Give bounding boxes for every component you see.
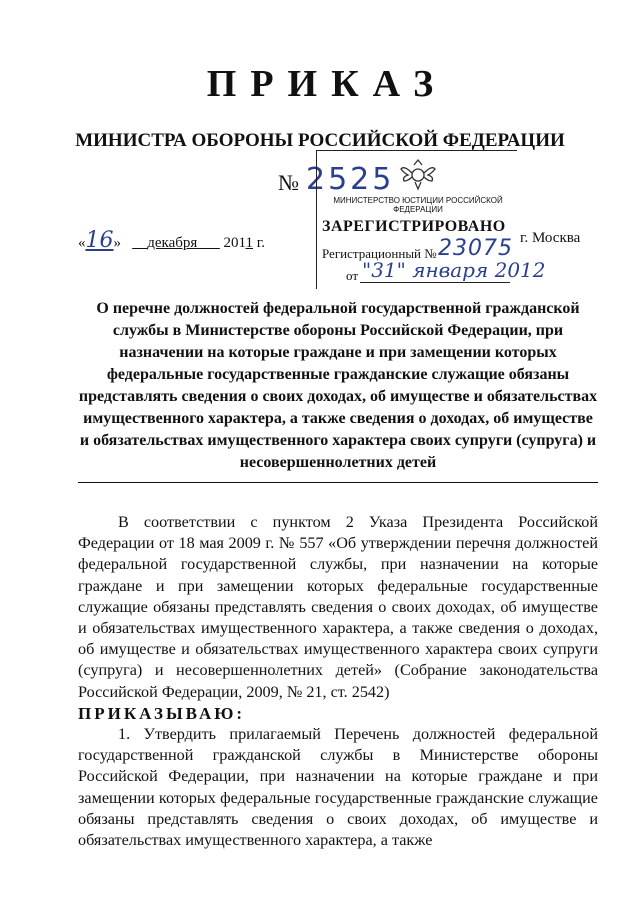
order-body [78, 512, 598, 851]
date-open-quote: « [78, 235, 86, 251]
order-number-label: № [278, 170, 299, 195]
stamp-from-underline [360, 282, 510, 283]
heading-divider [78, 482, 598, 483]
decree-word: ПРИКАЗЫВАЮ: [78, 703, 246, 723]
ministry-name: МИНИСТРА ОБОРОНЫ РОССИЙСКОЙ ФЕДЕРАЦИИ [75, 130, 565, 151]
order-number-value: 2525 [306, 162, 395, 197]
stamp-registered: ЗАРЕГИСТРИРОВАНО [322, 218, 506, 235]
date-year-prefix: 201 [223, 235, 246, 251]
date-year-suffix: 1 [245, 235, 253, 251]
date-day: 16 [85, 228, 114, 253]
order-date [78, 228, 265, 253]
stamp-organization: МИНИСТЕРСТВО ЮСТИЦИИ РОССИЙСКОЙ ФЕДЕРАЦИИ [333, 196, 503, 214]
date-month-text: декабря [147, 235, 198, 251]
date-month [132, 235, 220, 251]
stamp-regnum-value: 23075 [438, 236, 513, 261]
order-heading: О перечне должностей федеральной государственной гражданской службы в Министерстве обороны Российской Федерации, при назначении на которые граждане и при замещении которых федеральные государственные гражданские служащие обязаны представлять сведения о своих доходах, об имуществе и обязательствах имущественного характера, а также сведения о доходах, об имуществе и обязательствах имущественного характера своих супруги (супруга) и несовершеннолетних детей [78, 300, 598, 471]
stamp-from-label: от [346, 268, 359, 283]
stamp-from-value: "31" января 2012 [362, 258, 546, 282]
date-year-mark: г. [256, 235, 265, 251]
document-title: ПРИКАЗ [206, 63, 448, 105]
double-headed-eagle-icon [398, 155, 438, 195]
item-1-paragraph: 1. Утвердить прилагаемый Перечень должностей федеральной государственной гражданской службы в Министерстве обороны Российской Федерации, при назначении на которые граждане и при замещении которых федеральные государственные гражданские служащие обязаны представлять сведения о своих доходах, об имуществе и обязательствах имущественного характера, а также [78, 725, 598, 850]
date-close-quote: » [113, 235, 121, 251]
preamble-paragraph: В соответствии с пунктом 2 Указа Президента Российской Федерации от 18 мая 2009 г. № 557 «Об утверждении перечня должностей федеральной государственной службы, при назначении на которые граждане и при замещении которых федеральные государственные служащие обязаны представлять сведения о своих доходах, об имуществе и обязательствах имущественного характера, а также сведения о доходах, об имуществе и обязательствах имущественного характера своих супруги (супруга) и несовершеннолетних детей» (Собрание законодательства Российской Федерации, 2009, № 21, ст. 2542) [78, 513, 598, 701]
stamp-regnum-label: Регистрационный № [322, 246, 437, 261]
order-city: г. Москва [520, 230, 581, 246]
